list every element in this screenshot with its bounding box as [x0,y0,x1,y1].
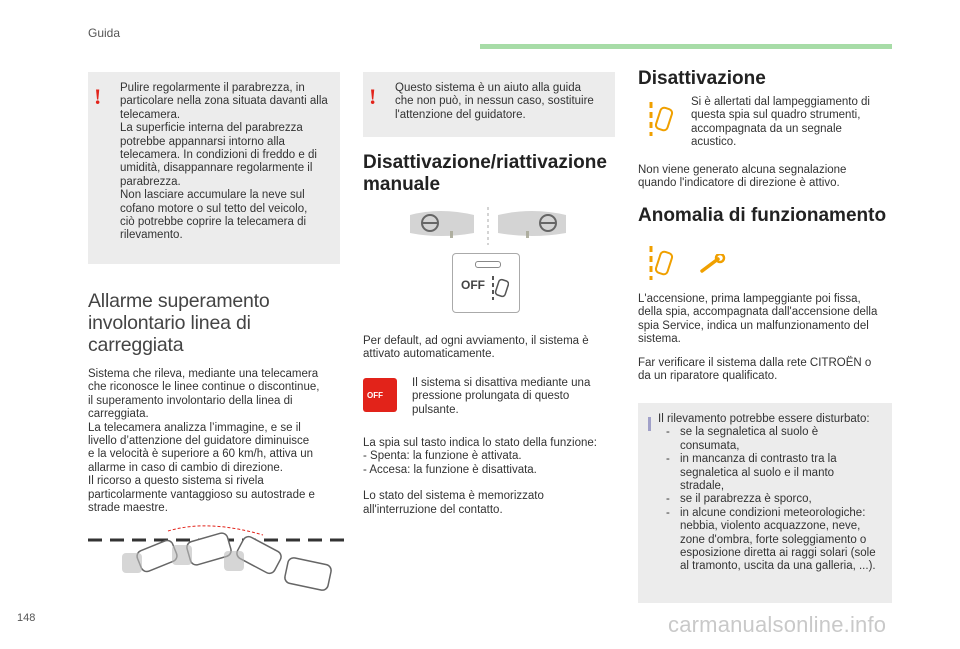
info-bar-icon [648,417,651,431]
exclamation-icon: ! [369,84,377,109]
note-intro: Il rilevamento potrebbe essere disturbato: [658,413,870,425]
paragraph: La spia sul tasto indica lo stato della funzione: [363,437,597,449]
paragraph: Far verificare il sistema dalla rete CITROËN o da un riparatore qualificato. [638,356,872,383]
lane-departure-illustration [88,515,344,595]
lane-departure-section [88,290,348,515]
page-number: 148 [17,612,36,624]
section-title: Allarme superamento involontario linea di carreggiata [88,290,270,356]
paragraph: Per default, ad ogni avviamento, il sistema è attivato automaticamente. [363,335,589,361]
warning-note-windscreen [88,72,340,264]
indicator-lamp [475,261,501,268]
note-text: Questo sistema è un aiuto alla guida che non può, in nessun caso, sostituire l'attenzione del guidatore. [395,82,594,121]
status-list [363,450,623,477]
paragraph: Lo stato del sistema è memorizzato all'interruzione del contatto. [363,490,544,516]
section-label: Guida [88,26,121,40]
section-bar [480,44,892,49]
alert-text [691,96,896,150]
list-item: - se il parabrezza è sporco, [658,493,882,506]
off-button-red-icon [363,378,397,412]
warning-note-driver-aid [363,72,615,137]
lane-departure-warning-icon [648,244,676,282]
off-label: OFF [367,391,383,400]
info-note-detection [638,403,892,603]
paragraph: Non viene generato alcuna segnalazione quando l'indicatore di direzione è attivo. [638,164,847,190]
list-item: - in mancanza di contrasto tra la segnaletica al suolo e il manto stradale, [658,453,882,493]
list-item: - Accesa: la funzione è disattivata. [363,463,537,476]
dashboard-buttons-illustration [410,205,570,245]
off-button-illustration [452,253,520,313]
lane-departure-warning-icon [648,100,676,138]
exclamation-icon: ! [94,84,102,109]
section-title: Disattivazione/riattivazione manuale [363,152,607,195]
list-item: - in alcune condizioni meteorologiche: nebbia, violento acquazzone, neve, zone d'ombra, forte soleggiamento o esposizione diretta ai raggi solari (sole al tramonto, uscita da una galleria, ...). [658,507,882,574]
service-wrench-icon [700,254,726,274]
section-title: Anomalia di funzionamento [638,205,887,226]
disturbance-list [658,426,882,573]
watermark: carmanualsonline.info [668,612,887,637]
malfunction-text [638,293,900,383]
status-text [363,437,623,517]
no-alert-text [638,164,898,191]
long-press-text [412,377,622,417]
section-title: Disattivazione [638,68,766,89]
lane-departure-warning-icon [491,274,509,302]
toggle-text [363,335,618,362]
section-body: Sistema che rileva, mediante una telecamera che riconosce le linee continue o discontinue, il superamento involontario della linea di carreggiata. La telecamera analizza l’immagine, e se il livello d’attenzione del guidatore diminuisce e la velocità è superiore a 60 km/h, attiva un allarme in caso di cambio di direzione. Il ricorso a questo sistema si rivela particolarmente vantaggioso su autostrade e strade maestre. [88,368,320,515]
paragraph: Il sistema si disattiva mediante una pressione prolungata di questo pulsante. [412,377,591,416]
list-item: - se la segnaletica al suolo è consumata, [658,426,882,453]
deactivation-section [638,68,898,90]
paragraph: L'accensione, prima lampeggiante poi fissa, della spia, accompagnata dall'accensione della spia Service, indica un malfunzionamento del sistema. [638,293,878,346]
malfunction-section [638,205,898,227]
list-item: - Spenta: la funzione è attivata. [363,450,522,463]
off-label: OFF [461,278,485,292]
manual-toggle-section [363,152,623,196]
note-text: Pulire regolarmente il parabrezza, in particolare nella zona situata davanti alla telecamera. La superficie interna del parabrezza potrebbe appannarsi intorno alla telecamera. In condizioni di freddo e di umidità, disappannare regolarmente il parabrezza. Non lasciare accumulare la neve sul cofano motore o sul tetto del veicolo, ciò potrebbe coprire la telecamera di rilevamento. [120,82,328,242]
paragraph: Si è allertati dal lampeggiamento di questa spia sul quadro strumenti, accompagnata da un segnale acustico. [691,96,870,149]
